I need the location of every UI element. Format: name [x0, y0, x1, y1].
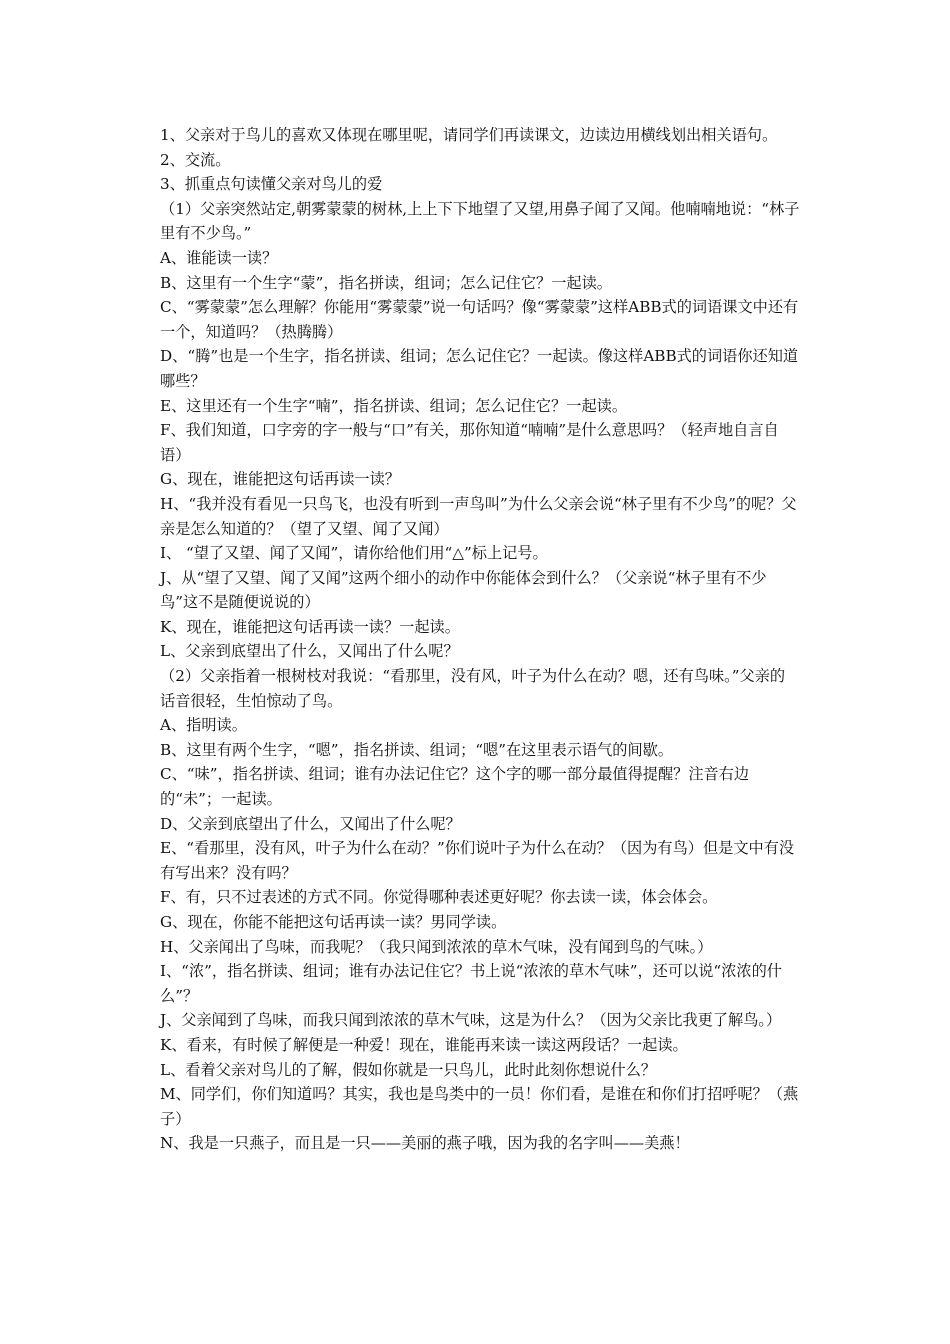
paragraph-21: D、父亲到底望出了什么，又闻出了什么呢？: [160, 814, 461, 833]
paragraph-6: B、这里有一个生字“蒙”，指名拼读，组词；怎么记住它？一起读。: [160, 273, 612, 292]
paragraph-24: G、现在，你能不能把这句话再读一读？男同学读。: [160, 913, 507, 931]
document-page: [160, 123, 800, 1156]
paragraph-14: J、从“望了又望、闻了又闻”这两个细小的动作中你能体会到什么？（父亲说“林子里有不少鸟”这不是随便说说的）: [160, 568, 767, 612]
paragraph-10: F、我们知道，口字旁的字一般与“口”有关，那你知道“喃喃”是什么意思吗？（轻声地自言自语）: [160, 421, 779, 464]
paragraph-17: （2）父亲指着一根树枝对我说：“看那里，没有风，叶子为什么在动？嗯，还有鸟味。”父亲的话音很轻，生怕惊动了鸟。: [160, 667, 786, 710]
paragraph-18: A、指明读。: [160, 716, 247, 735]
paragraph-15: K、现在，谁能把这句话再读一读？一起读。: [160, 617, 460, 636]
paragraph-26: I、“浓”，指名拼读、组词；谁有办法记住它？书上说“浓浓的草木气味”，还可以说“浓浓的什么”？: [160, 962, 782, 1005]
paragraph-9: E、这里还有一个生字“喃”，指名拼读、组词；怎么记住它？一起读。: [160, 396, 628, 415]
paragraph-4: （1）父亲突然站定,朝雾蒙蒙的树林,上上下下地望了又望,用鼻子闻了又闻。他喃喃地说：“林子里有不少鸟。”: [160, 199, 800, 243]
paragraph-30: M、同学们，你们知道吗？其实，我也是鸟类中的一员！你们看，是谁在和你们打招呼呢？（燕子）: [160, 1085, 799, 1128]
paragraph-20: C、“味”，指名拼读、组词；谁有办法记住它？这个字的哪一部分最值得提醒？注音右边的“未”；一起读。: [160, 765, 750, 809]
paragraph-11: G、现在，谁能把这句话再读一读？: [160, 470, 400, 489]
paragraph-12: H、“我并没有看见一只鸟飞，也没有听到一声鸟叫”为什么父亲会说“林子里有不少鸟”的呢？父亲是怎么知道的？（望了又望、闻了又闻）: [160, 494, 797, 538]
paragraph-3: 3、抓重点句读懂父亲对鸟儿的爱: [160, 175, 383, 194]
paragraph-7: C、“雾蒙蒙”怎么理解？你能用“雾蒙蒙”说一句话吗？像“雾蒙蒙”这样ABB式的词语课文中还有一个，知道吗？（热腾腾）: [160, 298, 799, 341]
paragraph-25: H、父亲闻出了鸟味，而我呢？（我只闻到浓浓的草木气味，没有闻到鸟的气味。）: [160, 937, 713, 956]
paragraph-22: E、“看那里，没有风，叶子为什么在动？”你们说叶子为什么在动？（因为有鸟）但是文中有没有写出来？没有吗？: [160, 839, 795, 882]
paragraph-2: 2、交流。: [160, 150, 231, 169]
paragraph-29: L、看着父亲对鸟儿的了解，假如你就是一只鸟儿，此时此刻你想说什么？: [160, 1060, 657, 1079]
paragraph-16: L、父亲到底望出了什么，又闻出了什么呢？: [160, 642, 459, 661]
paragraph-8: D、“腾”也是一个生字，指名拼读、组词；怎么记住它？一起读。像这样ABB式的词语你还知道哪些？: [160, 347, 799, 390]
paragraph-13: I、 “望了又望、闻了又闻”，请你给他们用“△”标上记号。: [160, 544, 548, 563]
paragraph-5: A、谁能读一读？: [160, 248, 278, 267]
paragraph-19: B、这里有两个生字，“嗯”，指名拼读、组词；“嗯”在这里表示语气的间歇。: [160, 740, 674, 759]
paragraph-31: N、我是一只燕子，而且是一只——美丽的燕子哦，因为我的名字叫——美燕！: [160, 1134, 690, 1153]
paragraph-1: 1、父亲对于鸟儿的喜欢又体现在哪里呢，请同学们再读课文，边读边用横线划出相关语句。: [160, 126, 778, 144]
paragraph-28: K、看来，有时候了解便是一种爱！现在，谁能再来读一读这两段话？一起读。: [160, 1035, 688, 1054]
paragraph-23: F、有，只不过表述的方式不同。你觉得哪种表述更好呢？你去读一读，体会体会。: [160, 888, 718, 907]
paragraph-27: J、父亲闻到了鸟味，而我只闻到浓浓的草木气味，这是为什么？（因为父亲比我更了解鸟。）: [160, 1011, 782, 1030]
